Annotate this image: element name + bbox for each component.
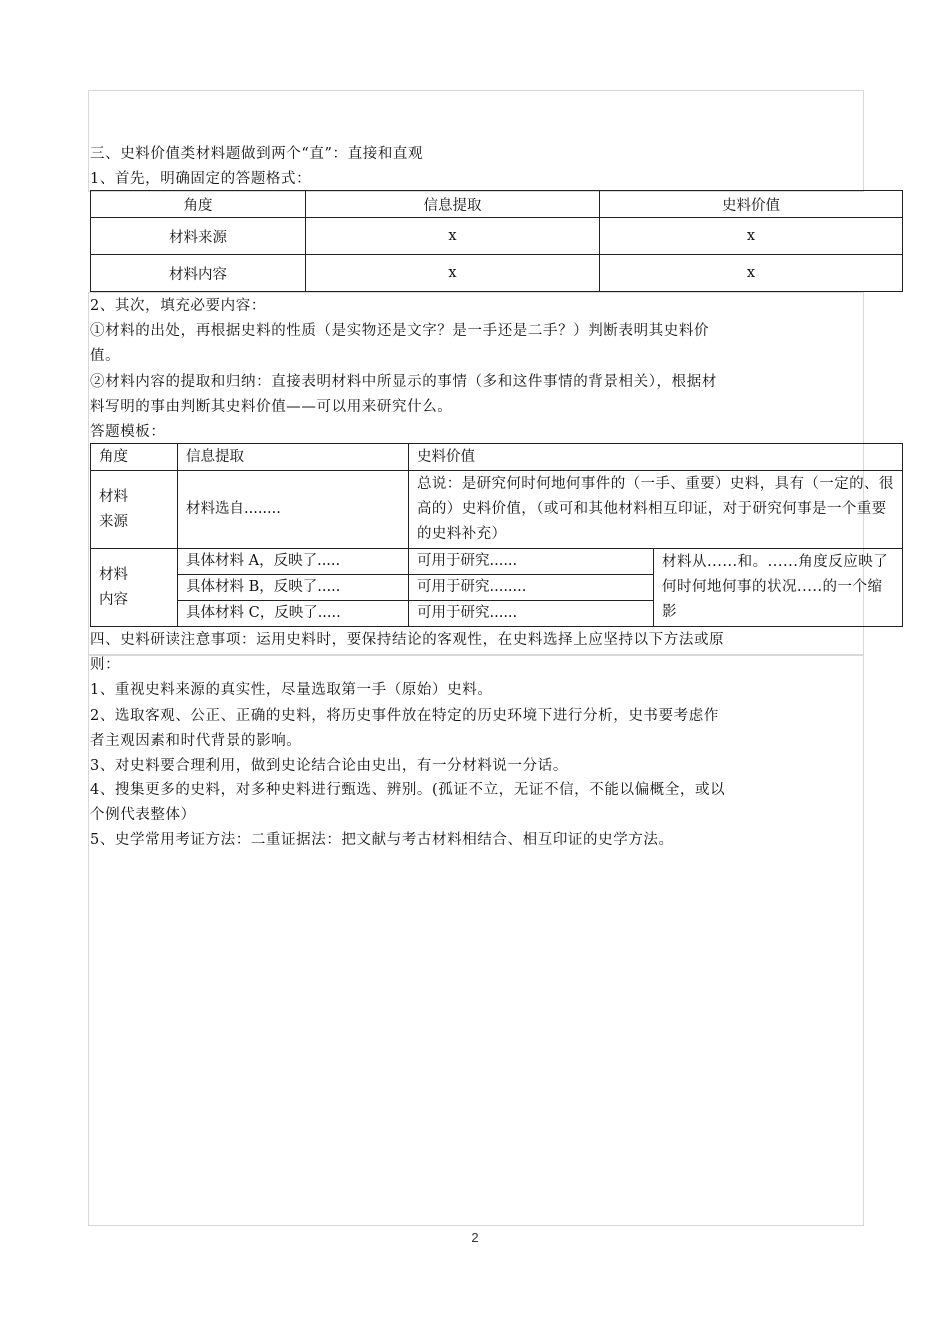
header-cell: 信息提取 bbox=[306, 191, 600, 218]
table-cell: 材料来源 bbox=[91, 218, 306, 255]
table-row bbox=[91, 549, 903, 575]
table-header-row bbox=[91, 444, 903, 471]
table-row bbox=[91, 471, 903, 549]
section4-item1: 1、重视史料来源的真实性，尽量选取第一手（原始）史料。 bbox=[90, 682, 493, 698]
section4-item4-line2: 个例代表整体） bbox=[90, 807, 196, 823]
source-info-cell: 材料选自........ bbox=[178, 471, 409, 549]
source-label-line2: 来源 bbox=[99, 513, 128, 530]
table-cell: x bbox=[306, 255, 600, 292]
answer-template-table bbox=[90, 443, 903, 627]
section4-item5: 5、史学常用考证方法：二重证据法：把文献与考古材料相结合、相互印证的史学方法。 bbox=[90, 832, 674, 848]
content-info-cell: 具体材料 A，反映了..... bbox=[178, 549, 409, 575]
answer-format-table bbox=[90, 190, 903, 292]
section3-heading: 三、史料价值类材料题做到两个“直”：直接和直观 bbox=[90, 146, 424, 162]
point2-line1: ②材料内容的提取和归纳：直接表明材料中所显示的事情（多和这件事情的背景相关），根据材 bbox=[90, 374, 717, 390]
header-cell: 史料价值 bbox=[409, 444, 903, 471]
section4-heading-line1: 四、史料研读注意事项：运用史料时，要保持结论的客观性，在史料选择上应坚持以下方法或原 bbox=[90, 632, 725, 648]
source-label-line1: 材料 bbox=[99, 488, 128, 505]
header-cell: 角度 bbox=[91, 444, 178, 471]
point1-line2: 值。 bbox=[90, 348, 121, 364]
content-label-line1: 材料 bbox=[99, 566, 128, 583]
table-cell: x bbox=[600, 255, 903, 292]
content-summary-cell: 材料从......和。......角度反应映了何时何地何事的状况.....的一个缩影 bbox=[654, 549, 903, 627]
content-value-cell: 可用于研究...... bbox=[409, 601, 654, 627]
table-header-row bbox=[91, 191, 903, 218]
content-label-cell bbox=[91, 549, 178, 627]
step1-text: 1、首先，明确固定的答题格式： bbox=[90, 171, 312, 187]
source-label-cell bbox=[91, 471, 178, 549]
section4-heading-line2: 则： bbox=[90, 657, 121, 673]
content-label-line2: 内容 bbox=[99, 591, 128, 608]
section4-item4-line1: 4、搜集更多的史料，对多种史料进行甄选、辨别。(孤证不立，无证不信，不能以偏概全，或以 bbox=[90, 782, 726, 798]
page-number: 2 bbox=[471, 1230, 479, 1245]
header-cell: 信息提取 bbox=[178, 444, 409, 471]
table-row bbox=[91, 255, 903, 292]
content-value-cell: 可用于研究...... bbox=[409, 549, 654, 575]
section4-item2-line1: 2、选取客观、公正、正确的史料，将历史事件放在特定的历史环境下进行分析，史书要考虑作 bbox=[90, 708, 719, 724]
content-value-cell: 可用于研究........ bbox=[409, 575, 654, 601]
header-cell: 史料价值 bbox=[600, 191, 903, 218]
section4-item3: 3、对史料要合理利用，做到史论结合论由史出，有一分材料说一分话。 bbox=[90, 758, 568, 774]
header-cell: 角度 bbox=[91, 191, 306, 218]
table-row bbox=[91, 218, 903, 255]
table-cell: x bbox=[600, 218, 903, 255]
table-cell: x bbox=[306, 218, 600, 255]
point1-line1: ①材料的出处，再根据史料的性质（是实物还是文字？是一手还是二手？）判断表明其史料价 bbox=[90, 323, 710, 339]
content-info-cell: 具体材料 B，反映了..... bbox=[178, 575, 409, 601]
step2-text: 2、其次，填充必要内容： bbox=[90, 298, 266, 314]
template-label: 答题模板： bbox=[90, 424, 166, 440]
section4-item2-line2: 者主观因素和时代背景的影响。 bbox=[90, 733, 302, 749]
source-value-cell: 总说：是研究何时何地何事件的（一手、重要）史料，具有（一定的、很高的）史料价值，（或可和其他材料相互印证，对于研究何事是一个重要的史料补充） bbox=[409, 471, 903, 549]
content-info-cell: 具体材料 C，反映了..... bbox=[178, 601, 409, 627]
table-cell: 材料内容 bbox=[91, 255, 306, 292]
point2-line2: 料写明的事由判断其史料价值——可以用来研究什么。 bbox=[90, 399, 453, 415]
